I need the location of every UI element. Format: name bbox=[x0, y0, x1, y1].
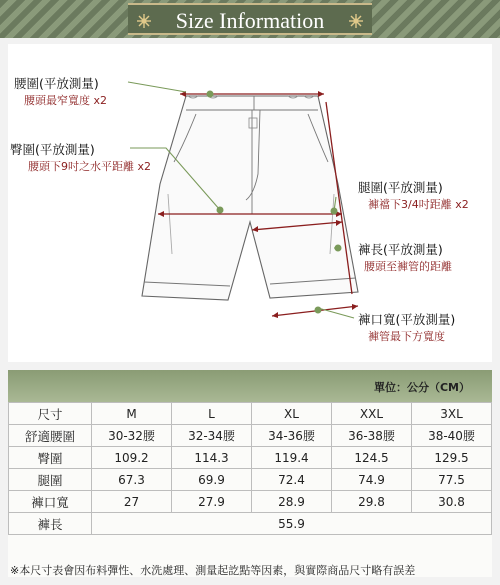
table-cell: 27 bbox=[92, 491, 172, 513]
row-label: 臀圍 bbox=[9, 447, 92, 469]
table-cell: 67.3 bbox=[92, 469, 172, 491]
table-cell: 34-36腰 bbox=[252, 425, 332, 447]
table-header-row bbox=[9, 403, 492, 425]
table-cell: 114.3 bbox=[172, 447, 252, 469]
hem-desc: 褲管最下方寬度 bbox=[368, 330, 445, 343]
hem-title: 褲口寬(平放測量) bbox=[358, 312, 456, 327]
flower-icon bbox=[348, 13, 364, 29]
table-header: XL bbox=[252, 403, 332, 425]
row-label: 褲長 bbox=[9, 513, 92, 535]
row-label: 舒適腰圍 bbox=[9, 425, 92, 447]
thigh-title: 腿圍(平放測量) bbox=[358, 180, 443, 195]
table-cell: 27.9 bbox=[172, 491, 252, 513]
table-cell: 28.9 bbox=[252, 491, 332, 513]
table-header: 3XL bbox=[412, 403, 492, 425]
table-cell: 72.4 bbox=[252, 469, 332, 491]
table-cell: 29.8 bbox=[332, 491, 412, 513]
thigh-label bbox=[358, 178, 469, 212]
row-label: 褲口寬 bbox=[9, 491, 92, 513]
waist-desc: 腰頭最窄寬度 x2 bbox=[24, 94, 108, 107]
table-cell: 119.4 bbox=[252, 447, 332, 469]
table-cell: 109.2 bbox=[92, 447, 172, 469]
table-cell: 74.9 bbox=[332, 469, 412, 491]
table-row bbox=[9, 447, 492, 469]
table-cell: 30.8 bbox=[412, 491, 492, 513]
title-plate bbox=[128, 3, 372, 35]
table-cell: 55.9 bbox=[92, 513, 492, 535]
table-header: M bbox=[92, 403, 172, 425]
table-cell: 30-32腰 bbox=[92, 425, 172, 447]
table-cell: 38-40腰 bbox=[412, 425, 492, 447]
hip-label bbox=[10, 140, 151, 174]
waist-label bbox=[14, 74, 107, 108]
size-table bbox=[8, 402, 492, 535]
table-header: 尺寸 bbox=[9, 403, 92, 425]
table-cell: 77.5 bbox=[412, 469, 492, 491]
title-banner bbox=[0, 0, 500, 38]
unit-bar bbox=[8, 370, 492, 402]
size-table-panel bbox=[8, 370, 492, 577]
hip-desc: 腰頭下9吋之水平距離 x2 bbox=[28, 160, 152, 173]
table-cell: 124.5 bbox=[332, 447, 412, 469]
row-label: 腿圍 bbox=[9, 469, 92, 491]
unit-label: 單位：公分（CM） bbox=[373, 381, 470, 394]
table-row bbox=[9, 469, 492, 491]
waist-title: 腰圍(平放測量) bbox=[14, 76, 99, 91]
table-cell: 32-34腰 bbox=[172, 425, 252, 447]
table-header: XXL bbox=[332, 403, 412, 425]
length-title: 褲長(平放測量) bbox=[358, 242, 443, 257]
disclaimer-note: ※本尺寸表會因布料彈性、水洗處理、測量起訖點等因素，與實際商品尺寸略有誤差 bbox=[10, 564, 416, 577]
page-title: Size Information bbox=[175, 8, 325, 33]
table-cell: 129.5 bbox=[412, 447, 492, 469]
table-header: L bbox=[172, 403, 252, 425]
length-label bbox=[358, 240, 452, 274]
table-row bbox=[9, 513, 492, 535]
table-cell: 69.9 bbox=[172, 469, 252, 491]
table-row bbox=[9, 491, 492, 513]
table-cell: 36-38腰 bbox=[332, 425, 412, 447]
hip-title: 臀圍(平放測量) bbox=[10, 142, 95, 157]
thigh-desc: 褲襠下3/4吋距離 x2 bbox=[368, 198, 469, 211]
table-row bbox=[9, 425, 492, 447]
measurement-diagram bbox=[8, 44, 492, 362]
hem-label bbox=[358, 310, 455, 344]
length-desc: 腰頭至褲管的距離 bbox=[364, 260, 452, 273]
